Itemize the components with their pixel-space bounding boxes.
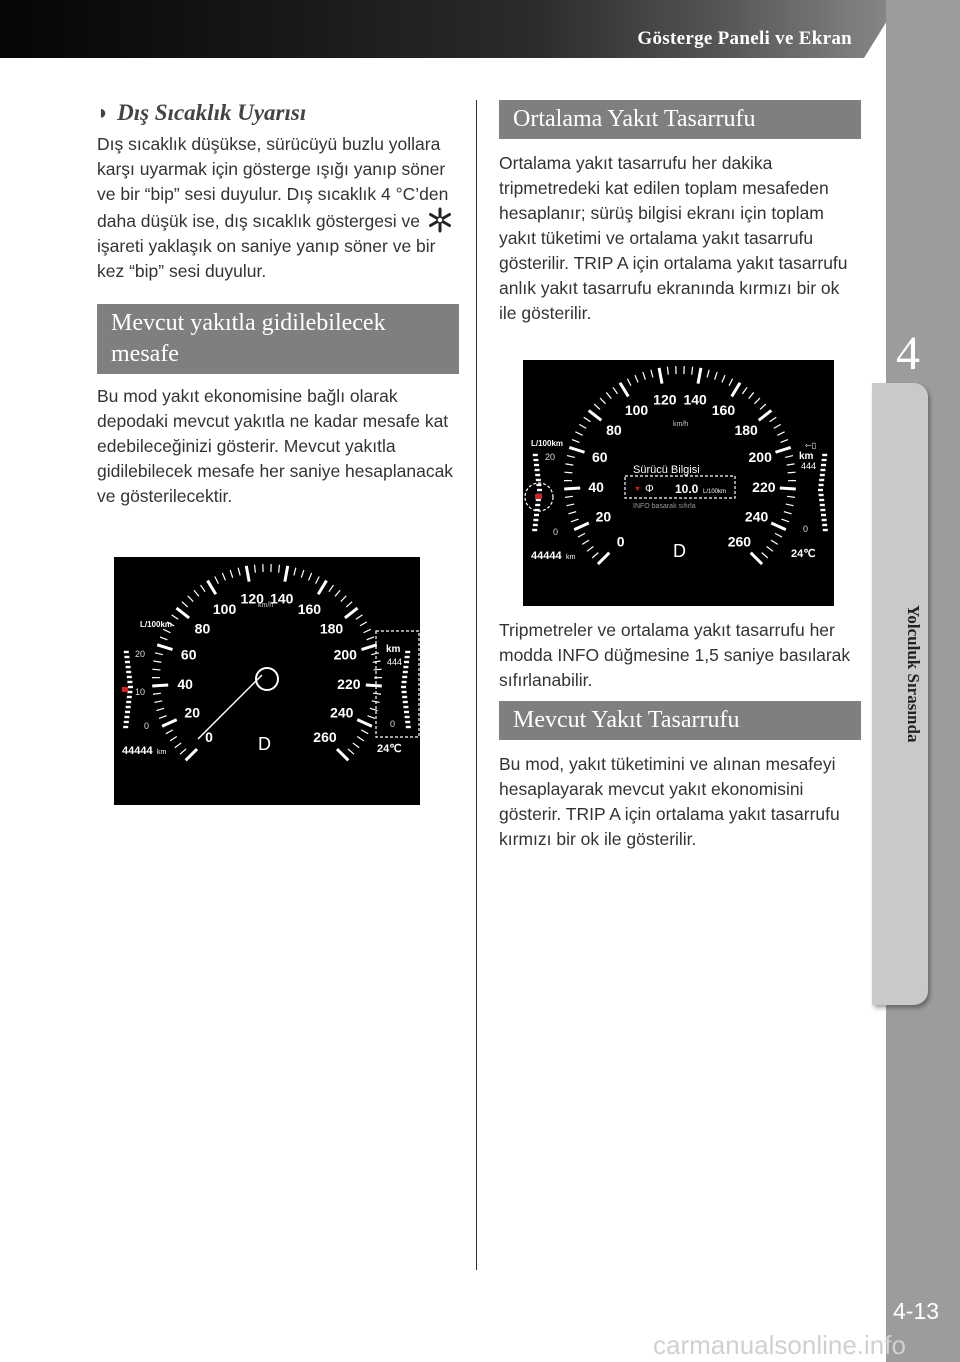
speed-label: 140 [683,391,707,408]
range-gauge-image [114,557,420,805]
speed-label: 60 [180,646,197,663]
outside-temp-text: Dış sıcaklık düşükse, sürücüyü buzlu yollara karşı uyarmak için gösterge ışığı yanıp söner ve bir “bip” sesi duyulur. Dış sıcaklık 4 °C’den daha düşük ise, dış sıcaklık göstergesi ve işareti yaklaşık on saniye yanıp söner ve bir kez “bip” sesi duyulur. [97,132,459,284]
fuel-unit-label: L/100km [140,620,173,629]
outside-temp-heading: ◗ Dış Sıcaklık Uyarısı [97,100,307,125]
chapter-label: Yolculuk Sırasında [904,605,923,743]
speed-tick [371,653,379,655]
speed-tick [692,367,693,375]
speed-tick [771,540,778,544]
speed-tick [153,661,161,662]
speed-label: 80 [194,620,211,637]
speed-label: 160 [297,600,322,617]
range-zero-label: 0 [390,719,396,729]
fuel-unit-label-2: L/100km [531,439,564,448]
outside-temp-value: 24℃ [377,743,402,755]
speed-tick [361,730,368,734]
speed-tick [569,447,584,452]
speed-tick [606,392,611,398]
speed-tick [784,512,792,514]
speed-label: 20 [595,508,612,525]
speed-tick [620,383,628,397]
speed-tick [301,570,304,578]
current-fuel-text: Bu mod, yakıt tüketimini ve alınan mesafeyi hesaplayarak mevcut yakıt ekonomisini gösterir. TRIP A için ortalama yakıt tasarrufu kırmızı bir ok ile gösterilir. [499,754,840,849]
odometer-value: 44444 [122,745,153,757]
header-title: Gösterge Paneli ve Ekran [637,28,852,49]
chapter-number: 4 [896,327,920,380]
avg-fuel-gauge-image [523,360,834,606]
speed-tick [159,716,167,719]
speed-tick [722,375,725,382]
speed-tick [170,737,177,741]
speed-tick [594,404,600,409]
speed-tick [775,533,782,537]
speed-tick [373,661,381,662]
current-fuel-band: Mevcut Yakıt Tasarrufu [499,701,861,740]
speed-tick [309,573,312,580]
speed-tick [172,615,179,619]
speed-tick [201,585,206,592]
fuel-scale-top: 20 [135,649,146,659]
speed-tick [279,565,280,573]
speed-tick [749,392,754,398]
speed-tick [318,581,326,595]
speed-tick [578,533,585,537]
speed-label: 140 [270,590,294,607]
speed-tick [230,570,233,578]
range-unit-label: km [386,644,401,655]
range-value-label: 444 [387,657,403,667]
speed-tick [564,488,580,489]
speed-tick [156,708,164,710]
speed-tick [356,615,363,619]
speed-tick [357,720,372,727]
gear-indicator-2: D [673,541,686,561]
speed-tick [787,496,795,497]
speed-tick [285,566,288,582]
outside-temp-value-2: 24℃ [791,548,816,560]
speed-tick [294,568,296,576]
speed-tick [152,685,168,686]
speed-tick [153,693,161,694]
speed-label: 40 [177,675,193,692]
speed-tick [592,553,598,558]
odometer-unit-2: km [566,554,576,561]
speed-tick [775,447,790,452]
range-unit-label-2: km [799,451,814,462]
speed-tick [715,372,718,380]
speed-tick [667,367,668,375]
info-value: 10.0 [675,482,699,496]
right-column [499,100,861,852]
avg-fuel-text: Ortalama yakıt tasarrufu her dakika tripmetredeki kat edilen toplam mesafeden hesaplanır; sürüş bilgisi ekranı için toplam yakıt tüketimi ve ortalama yakıt tasarrufu gösterilir. TRIP A için ortalama yakıt tasarrufu anlık yakıt tasarrufu ekranında kırmızı bir ok ile gösterilir. [499,153,848,323]
speed-tick [565,464,573,465]
range-section-band: Mevcut yakıtla gidilebilecek mesafe [97,304,459,374]
speed-label: 80 [606,422,622,439]
speed-tick [751,553,762,564]
speed-label: 240 [744,508,769,525]
speed-tick [659,368,662,384]
speed-tick [587,547,593,552]
speed-label: 200 [748,449,772,466]
speed-tick [345,608,358,618]
fuel-scale-top-2: 20 [545,452,556,462]
speed-tick [598,553,609,564]
speed-tick [589,410,602,420]
speed-tick [579,424,586,428]
gear-indicator: D [258,734,271,754]
speed-tick [367,716,375,719]
speed-tick [166,730,173,734]
speed-tick [152,669,160,670]
speed-tick [767,547,773,552]
speed-tick [729,379,733,386]
speed-label: 220 [337,675,361,692]
speed-tick [742,387,747,394]
range-value-label-2: 444 [801,461,817,471]
speed-tick [180,749,186,754]
speed-tick [208,581,216,595]
section-marker-icon: ◗ [97,101,110,124]
speed-label: 180 [734,422,758,439]
speed-tick [771,523,786,530]
speed-tick [651,370,653,378]
speed-tick [367,637,374,640]
speed-label: 0 [616,533,625,550]
avg-fuel-gauge-svg [523,360,834,606]
speed-tick [341,596,347,602]
speed-unit: km/h [258,602,274,609]
speed-label: 100 [624,402,649,419]
reset-text: Tripmetreler ve ortalama yakıt tasarrufu her modda INFO düğmesine 1,5 saniye basılarak sıfırlanabilir. [499,620,851,690]
speed-tick [613,387,618,394]
fuel-scale-bottom: 0 [144,721,150,731]
speed-tick [787,464,795,465]
speed-tick [162,720,177,727]
speed-label: 200 [333,646,357,663]
fuel-scale-mid: 10 [135,687,146,697]
speed-tick [781,440,788,443]
speed-tick [564,472,572,473]
speed-label: 20 [184,704,201,721]
snowflake-icon [427,207,453,233]
speed-tick [337,749,348,760]
speed-tick [176,608,189,618]
speed-tick [584,417,591,421]
page-number: 4-13 [893,1298,940,1324]
odometer-value-2: 44444 [531,550,562,562]
avg-fuel-band: Ortalama Yakıt Tasarrufu [499,100,861,139]
fuel-tank-icon: ⇽▯ [805,441,817,450]
speed-tick [788,472,796,473]
speed-label: 120 [653,391,677,408]
speed-label: 260 [727,533,752,550]
speed-tick [565,496,573,497]
speed-tick [157,645,172,650]
speed-tick [582,540,589,544]
speed-label: 240 [330,704,354,721]
speed-tick [246,566,249,582]
speed-tick [186,749,197,760]
speed-tick [566,504,574,506]
speed-tick [346,602,352,607]
range-zero-label-2: 0 [803,524,809,534]
speed-tick [348,749,354,754]
speed-tick [780,488,796,489]
speed-tick [182,602,188,607]
speed-tick [357,737,364,741]
speed-label: 180 [319,620,344,637]
speed-tick [238,568,240,576]
speed-tick [770,417,777,421]
speed-tick [777,432,784,435]
speed-tick [154,701,162,703]
speed-tick [568,512,576,514]
left-column [97,100,459,805]
speed-label: 40 [588,479,604,496]
speed-tick [329,585,334,592]
speed-tick [155,653,163,655]
red-arrow-icon: ▼ [634,486,641,493]
speed-ticks [123,564,411,760]
speed-label: 0 [205,728,213,745]
speed-label: 260 [313,728,337,745]
speed-tick [362,645,377,650]
speed-label: 160 [711,402,736,419]
speed-tick [194,590,199,596]
speed-tick [762,553,768,558]
speed-tick [574,523,589,530]
speed-tick [222,573,225,580]
info-reset-hint: INFO basarak sıfırla [633,503,696,510]
speed-tick [627,379,631,386]
speed-tick [255,565,256,573]
info-title: Sürücü Bilgisi [633,464,700,476]
speed-label: 60 [592,449,608,466]
speed-tick [785,456,793,458]
watermark: carmanualsonline.info [653,1330,906,1360]
fuel-scale-bottom-2: 0 [553,527,559,537]
speed-tick [215,577,219,584]
range-text: Bu mod yakıt ekonomisine bağlı olarak depodaki mevcut yakıtla ne kadar mesafe kat edebileceğinizi gösterir. Mevcut yakıtla gidilebilecek mesafe her saniye hesaplanacak ve gösterilecektir. [97,386,454,506]
speed-tick [567,456,575,458]
info-unit: L/100km [703,489,727,495]
speed-tick [774,424,781,428]
speed-tick [572,440,579,443]
odometer-unit: km [157,749,167,756]
speed-tick [575,432,582,435]
speed-tick [707,370,709,378]
speed-tick [781,519,789,522]
speed-tick [188,596,194,602]
speed-tick [175,743,181,748]
speed-tick [160,637,167,640]
range-gauge-svg [114,557,420,805]
speed-tick [754,398,760,404]
speed-tick [786,504,794,506]
speed-tick [360,622,367,626]
fuel-red-arrow [122,687,128,692]
speed-label: 220 [752,479,776,496]
speed-tick [353,743,359,748]
speed-label: 100 [212,600,237,617]
speed-tick [316,577,320,584]
speed-tick [732,383,740,397]
speed-tick [635,375,638,382]
speed-tick [643,372,646,380]
speed-tick [363,629,370,632]
fuel-pump-icon: Φ [645,483,654,495]
column-divider [476,100,477,1270]
fuel-red-arrow-2 [535,494,542,499]
speed-needle [198,675,262,739]
speed-unit-2: km/h [673,421,689,428]
speed-tick [760,404,766,409]
speed-tick [366,685,382,686]
speed-tick [335,590,340,596]
speed-tick [698,368,701,384]
speed-label: 120 [240,590,264,607]
speed-tick [571,519,579,522]
speed-tick [373,693,381,694]
needle-hub [256,668,278,690]
speed-tick [374,669,382,670]
speed-tick [163,629,170,632]
speed-tick [600,398,606,404]
speed-tick [759,410,772,420]
